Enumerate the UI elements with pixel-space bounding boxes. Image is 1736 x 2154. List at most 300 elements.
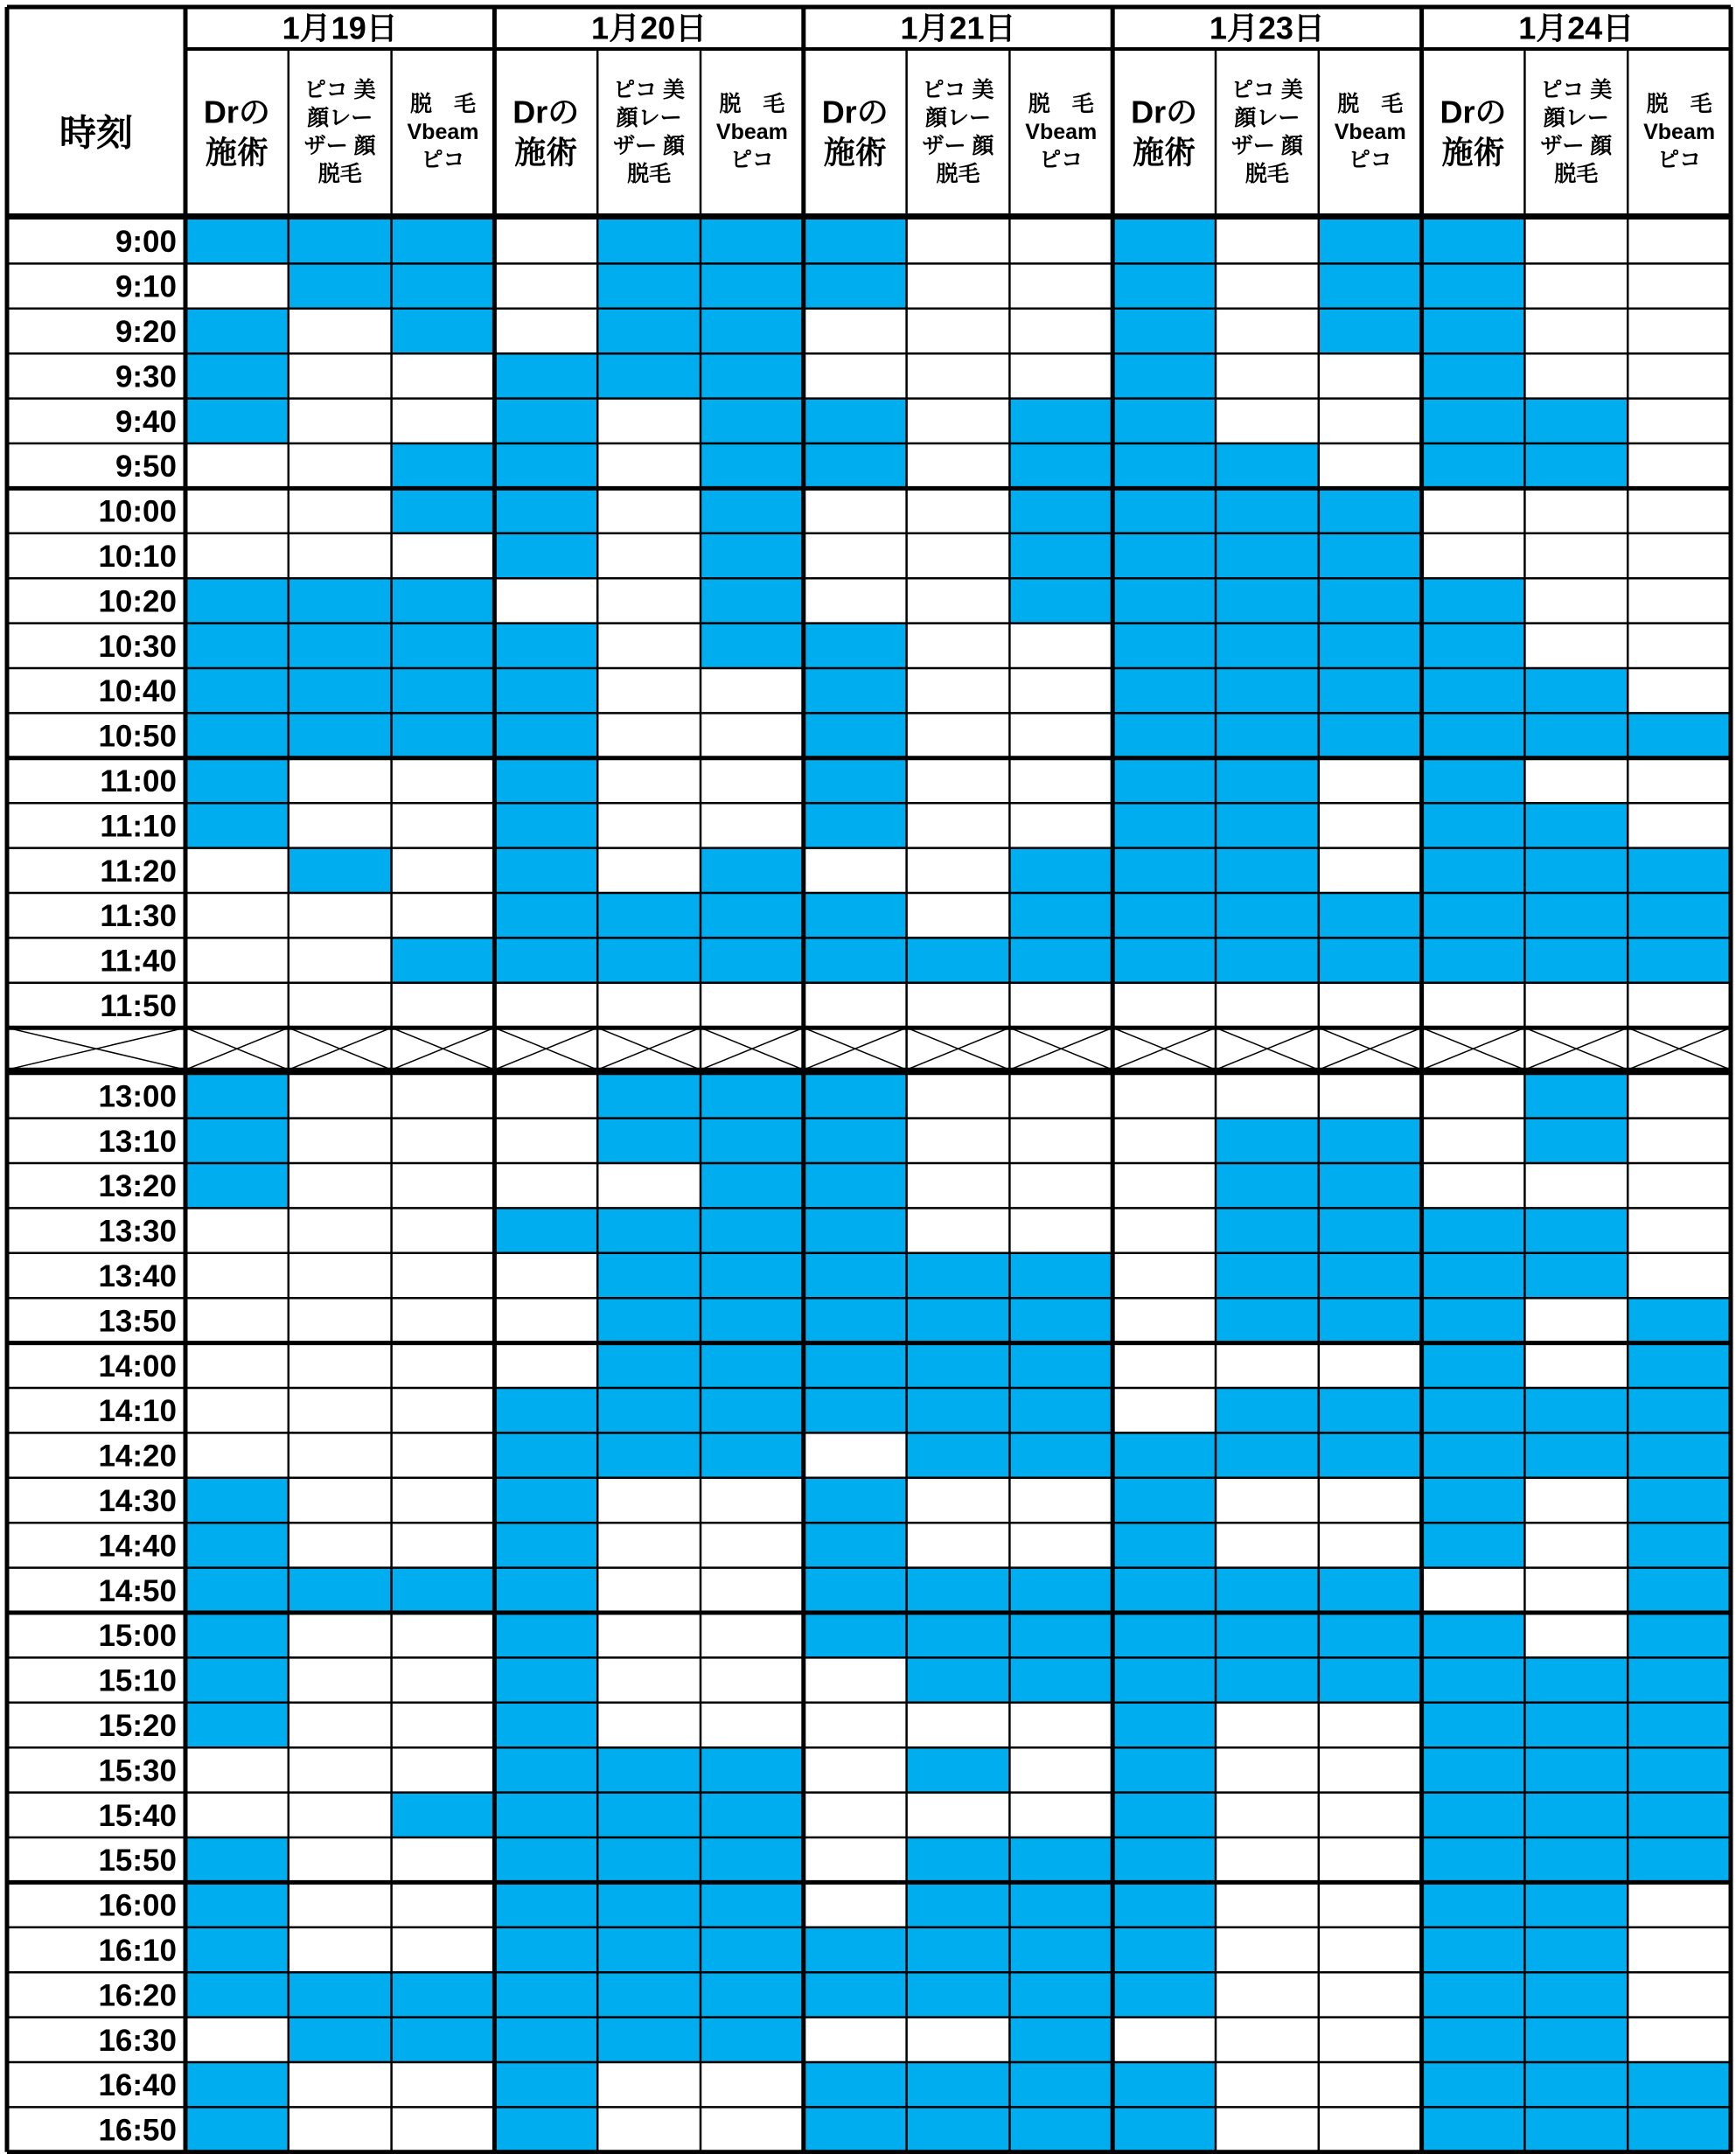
slot-cell-booked <box>1216 1298 1319 1342</box>
column-header-line: ピコ <box>1657 148 1702 172</box>
slot-cell-booked <box>907 2062 1010 2107</box>
column-header-line: ザー 顔 <box>613 134 686 158</box>
time-label: 9:50 <box>115 450 177 484</box>
slot-cell-open <box>392 1478 495 1523</box>
slot-cell-open <box>1112 1253 1216 1298</box>
slot-cell-open <box>289 443 392 488</box>
slot-cell-open <box>289 938 392 982</box>
slot-cell-booked <box>597 1073 701 1118</box>
slot-cell-open <box>1216 2107 1319 2151</box>
slot-cell-open <box>1112 1343 1216 1388</box>
slot-cell-booked <box>1422 893 1525 938</box>
slot-cell-open <box>289 1882 392 1927</box>
slot-cell-booked <box>701 1882 804 1927</box>
time-label: 11:50 <box>100 989 177 1023</box>
slot-cell-booked <box>1112 1882 1216 1927</box>
slot-cell-open <box>1319 1882 1422 1927</box>
column-header-line: Drの <box>512 94 580 130</box>
slot-cell-booked <box>1422 1793 1525 1837</box>
column-header-line: 顔レー <box>1543 106 1609 130</box>
slot-cell-booked <box>1112 713 1216 757</box>
slot-cell-open <box>289 893 392 938</box>
slot-cell-open <box>1216 1837 1319 1882</box>
slot-cell-open <box>1009 803 1112 847</box>
slot-cell-booked <box>1319 1568 1422 1613</box>
slot-cell-open <box>289 1253 392 1298</box>
slot-cell-open <box>392 803 495 847</box>
slot-cell-booked <box>1628 1657 1731 1702</box>
slot-cell-open <box>289 533 392 578</box>
slot-cell-booked <box>1216 848 1319 893</box>
slot-cell-booked <box>1524 1253 1628 1298</box>
slot-cell-booked <box>597 893 701 938</box>
column-header-line: 施術 <box>823 134 887 171</box>
slot-cell-open <box>597 1478 701 1523</box>
slot-cell-booked <box>1319 263 1422 308</box>
slot-cell-open <box>1422 488 1525 533</box>
slot-cell-open <box>597 1523 701 1567</box>
time-label: 16:00 <box>98 1888 177 1923</box>
date-header: 1月23日 <box>1209 10 1325 46</box>
slot-cell-booked <box>1112 578 1216 623</box>
slot-cell-booked <box>597 1343 701 1388</box>
slot-cell-open <box>804 1837 907 1882</box>
slot-cell-booked <box>1524 1208 1628 1252</box>
slot-cell-open <box>701 1523 804 1567</box>
slot-cell-open <box>185 1747 289 1792</box>
slot-cell-booked <box>289 1972 392 2017</box>
slot-cell-booked <box>1422 1747 1525 1792</box>
slot-cell-booked <box>1009 848 1112 893</box>
time-label: 13:00 <box>98 1079 177 1114</box>
slot-cell-open <box>289 1703 392 1747</box>
slot-cell-open <box>1319 2107 1422 2151</box>
time-label: 13:30 <box>98 1214 177 1249</box>
slot-cell-booked <box>494 1208 597 1252</box>
slot-cell-booked <box>804 758 907 803</box>
slot-cell-booked <box>1112 488 1216 533</box>
slot-cell-booked <box>185 1613 289 1657</box>
slot-cell-open <box>1216 1703 1319 1747</box>
slot-cell-booked <box>185 1972 289 2017</box>
slot-cell-open <box>185 443 289 488</box>
slot-cell-open <box>1524 758 1628 803</box>
slot-cell-open <box>907 1208 1010 1252</box>
slot-cell-open <box>1628 803 1731 847</box>
slot-cell-open <box>1422 533 1525 578</box>
slot-cell-booked <box>1216 1433 1319 1477</box>
slot-cell-open <box>289 1523 392 1567</box>
slot-cell-booked <box>804 219 907 263</box>
slot-cell-open <box>1524 533 1628 578</box>
slot-cell-booked <box>494 1568 597 1613</box>
slot-cell-open <box>597 983 701 1028</box>
slot-cell-booked <box>701 219 804 263</box>
slot-cell-booked <box>597 1298 701 1342</box>
slot-cell-booked <box>907 1388 1010 1433</box>
slot-cell-booked <box>804 1613 907 1657</box>
slot-cell-booked <box>494 713 597 757</box>
slot-cell-open <box>597 848 701 893</box>
slot-cell-open <box>701 983 804 1028</box>
slot-cell-booked <box>701 1927 804 1972</box>
slot-cell-booked <box>289 713 392 757</box>
slot-cell-open <box>597 578 701 623</box>
slot-cell-booked <box>1009 2018 1112 2062</box>
slot-cell-booked <box>494 353 597 398</box>
slot-cell-open <box>1524 309 1628 353</box>
slot-cell-booked <box>185 803 289 847</box>
time-label: 16:50 <box>98 2113 177 2148</box>
column-header-line: 脱毛 <box>936 162 980 186</box>
slot-cell-open <box>1319 353 1422 398</box>
slot-cell-booked <box>907 1657 1010 1702</box>
slot-cell-booked <box>392 488 495 533</box>
slot-cell-booked <box>597 1972 701 2017</box>
slot-cell-booked <box>907 1837 1010 1882</box>
slot-cell-open <box>1524 1568 1628 1613</box>
slot-cell-open <box>185 2018 289 2062</box>
slot-cell-booked <box>1422 1927 1525 1972</box>
slot-cell-open <box>1628 263 1731 308</box>
time-label: 15:30 <box>98 1753 177 1788</box>
slot-cell-booked <box>701 848 804 893</box>
slot-cell-open <box>1112 1208 1216 1252</box>
column-header-line: ピコ <box>729 148 774 172</box>
time-label: 11:00 <box>100 764 177 798</box>
slot-cell-open <box>1319 1478 1422 1523</box>
slot-cell-booked <box>1216 1613 1319 1657</box>
slot-cell-open <box>597 758 701 803</box>
slot-cell-booked <box>1112 758 1216 803</box>
slot-cell-open <box>1422 1163 1525 1208</box>
slot-cell-booked <box>494 1882 597 1927</box>
slot-cell-open <box>1524 263 1628 308</box>
slot-cell-open <box>1319 1073 1422 1118</box>
slot-cell-booked <box>1422 263 1525 308</box>
slot-cell-booked <box>1524 1657 1628 1702</box>
slot-cell-booked <box>494 1523 597 1567</box>
slot-cell-open <box>392 1208 495 1252</box>
slot-cell-open <box>1216 1927 1319 1972</box>
slot-cell-booked <box>494 443 597 488</box>
slot-cell-open <box>1524 1343 1628 1388</box>
slot-cell-booked <box>1422 1613 1525 1657</box>
slot-cell-booked <box>1009 1972 1112 2017</box>
slot-cell-open <box>1628 1927 1731 1972</box>
time-label: 9:00 <box>115 225 177 260</box>
slot-cell-open <box>804 1882 907 1927</box>
slot-cell-open <box>392 893 495 938</box>
slot-cell-open <box>1009 624 1112 668</box>
slot-cell-open <box>185 1253 289 1298</box>
slot-cell-open <box>701 713 804 757</box>
column-header-line: 脱 毛 <box>1646 92 1712 116</box>
column-header-line: 顔レー <box>924 106 992 130</box>
slot-cell-booked <box>804 1388 907 1433</box>
slot-cell-booked <box>1112 938 1216 982</box>
slot-cell-booked <box>1422 803 1525 847</box>
slot-cell-booked <box>392 263 495 308</box>
slot-cell-open <box>1628 1119 1731 1163</box>
slot-cell-open <box>597 2107 701 2151</box>
slot-cell-open <box>1216 309 1319 353</box>
slot-cell-booked <box>1628 2107 1731 2151</box>
slot-cell-booked <box>1319 1298 1422 1342</box>
slot-cell-booked <box>1422 1657 1525 1702</box>
slot-cell-open <box>907 443 1010 488</box>
slot-cell-open <box>392 983 495 1028</box>
slot-cell-open <box>1628 1972 1731 2017</box>
slot-cell-open <box>1524 624 1628 668</box>
column-header-line: ピコ <box>1039 148 1084 172</box>
slot-cell-booked <box>494 1433 597 1477</box>
slot-cell-booked <box>1628 713 1731 757</box>
slot-cell-open <box>392 1837 495 1882</box>
slot-cell-open <box>392 1523 495 1567</box>
slot-cell-booked <box>1009 2062 1112 2107</box>
slot-cell-open <box>1009 1478 1112 1523</box>
slot-cell-booked <box>289 263 392 308</box>
slot-cell-booked <box>701 1298 804 1342</box>
slot-cell-booked <box>1422 2107 1525 2151</box>
slot-cell-open <box>289 488 392 533</box>
slot-cell-booked <box>494 2062 597 2107</box>
slot-cell-open <box>1112 2018 1216 2062</box>
slot-cell-booked <box>1216 1568 1319 1613</box>
slot-cell-booked <box>1216 1253 1319 1298</box>
slot-cell-booked <box>701 309 804 353</box>
slot-cell-open <box>701 1478 804 1523</box>
slot-cell-booked <box>1628 848 1731 893</box>
time-label: 11:20 <box>100 854 177 889</box>
slot-cell-open <box>289 1163 392 1208</box>
slot-cell-open <box>494 219 597 263</box>
slot-cell-booked <box>597 938 701 982</box>
slot-cell-booked <box>185 2107 289 2151</box>
slot-cell-booked <box>1422 2062 1525 2107</box>
slot-cell-open <box>494 1163 597 1208</box>
slot-cell-open <box>1216 399 1319 443</box>
slot-cell-open <box>1524 1163 1628 1208</box>
slot-cell-booked <box>1524 1433 1628 1477</box>
slot-cell-booked <box>1422 1298 1525 1342</box>
column-header-line: 脱 毛 <box>1337 92 1404 116</box>
slot-cell-open <box>494 1298 597 1342</box>
slot-cell-booked <box>494 1793 597 1837</box>
slot-cell-open <box>1319 803 1422 847</box>
slot-cell-booked <box>185 1927 289 1972</box>
slot-cell-open <box>494 1119 597 1163</box>
slot-cell-open <box>494 578 597 623</box>
slot-cell-booked <box>1009 1568 1112 1613</box>
slot-cell-open <box>597 624 701 668</box>
slot-cell-open <box>185 488 289 533</box>
slot-cell-booked <box>1112 1703 1216 1747</box>
slot-cell-open <box>1319 848 1422 893</box>
slot-cell-open <box>907 1163 1010 1208</box>
column-header-line: 脱毛 <box>1244 162 1289 186</box>
slot-cell-booked <box>1009 2107 1112 2151</box>
column-header-line: ザー 顔 <box>1540 134 1613 158</box>
slot-cell-booked <box>1112 1613 1216 1657</box>
column-header-line: 脱 毛 <box>1028 92 1094 116</box>
slot-cell-open <box>392 1927 495 1972</box>
slot-cell-open <box>907 309 1010 353</box>
slot-cell-booked <box>701 443 804 488</box>
slot-cell-open <box>907 488 1010 533</box>
slot-cell-open <box>907 399 1010 443</box>
slot-cell-booked <box>1112 1793 1216 1837</box>
slot-cell-open <box>289 1433 392 1477</box>
slot-cell-open <box>1009 1703 1112 1747</box>
slot-cell-booked <box>701 488 804 533</box>
slot-cell-booked <box>1524 803 1628 847</box>
slot-cell-booked <box>1112 399 1216 443</box>
slot-cell-booked <box>1628 1703 1731 1747</box>
slot-cell-booked <box>289 219 392 263</box>
slot-cell-booked <box>1524 2107 1628 2151</box>
slot-cell-open <box>907 353 1010 398</box>
slot-cell-booked <box>804 1568 907 1613</box>
slot-cell-booked <box>1524 848 1628 893</box>
slot-cell-booked <box>597 1253 701 1298</box>
time-label: 14:50 <box>98 1573 177 1608</box>
slot-cell-booked <box>804 1119 907 1163</box>
slot-cell-open <box>185 983 289 1028</box>
slot-cell-open <box>185 1208 289 1252</box>
slot-cell-open <box>804 848 907 893</box>
slot-cell-booked <box>392 1972 495 2017</box>
slot-cell-open <box>1524 488 1628 533</box>
slot-cell-open <box>289 1073 392 1118</box>
slot-cell-open <box>907 893 1010 938</box>
slot-cell-open <box>907 624 1010 668</box>
slot-cell-booked <box>804 1208 907 1252</box>
slot-cell-booked <box>185 578 289 623</box>
slot-cell-booked <box>392 668 495 713</box>
slot-cell-open <box>185 533 289 578</box>
slot-cell-open <box>1319 443 1422 488</box>
slot-cell-booked <box>907 1343 1010 1388</box>
slot-cell-open <box>1524 353 1628 398</box>
slot-cell-booked <box>701 2018 804 2062</box>
slot-cell-booked <box>701 1163 804 1208</box>
slot-cell-booked <box>1422 2018 1525 2062</box>
column-header-line: ピコ <box>421 148 465 172</box>
slot-cell-booked <box>1524 938 1628 982</box>
slot-cell-open <box>1009 713 1112 757</box>
column-header-line: Drの <box>203 94 270 130</box>
slot-cell-booked <box>1628 893 1731 938</box>
slot-cell-open <box>185 1793 289 1837</box>
column-header-line: Drの <box>1440 94 1507 130</box>
slot-cell-booked <box>804 1298 907 1342</box>
slot-cell-open <box>1319 1523 1422 1567</box>
slot-cell-booked <box>597 263 701 308</box>
slot-cell-booked <box>1112 2107 1216 2151</box>
time-label: 14:40 <box>98 1529 177 1564</box>
slot-cell-open <box>1216 2062 1319 2107</box>
slot-cell-booked <box>597 1882 701 1927</box>
slot-cell-open <box>907 983 1010 1028</box>
time-label: 14:10 <box>98 1394 177 1429</box>
time-label: 10:20 <box>98 584 177 619</box>
slot-cell-open <box>392 399 495 443</box>
slot-cell-booked <box>804 399 907 443</box>
slot-cell-booked <box>1524 668 1628 713</box>
slot-cell-open <box>289 309 392 353</box>
slot-cell-open <box>1216 353 1319 398</box>
date-header: 1月24日 <box>1518 10 1635 46</box>
slot-cell-open <box>701 2062 804 2107</box>
slot-cell-booked <box>1319 893 1422 938</box>
slot-cell-booked <box>804 713 907 757</box>
slot-cell-booked <box>1524 1747 1628 1792</box>
slot-cell-open <box>1319 1837 1422 1882</box>
slot-cell-open <box>1009 1073 1112 1118</box>
column-header-line: 脱 毛 <box>409 92 477 116</box>
slot-cell-booked <box>701 1837 804 1882</box>
slot-cell-booked <box>289 2018 392 2062</box>
slot-cell-open <box>804 983 907 1028</box>
time-label: 9:40 <box>115 404 177 439</box>
slot-cell-booked <box>1319 713 1422 757</box>
slot-cell-booked <box>804 1343 907 1388</box>
slot-cell-booked <box>185 399 289 443</box>
slot-cell-booked <box>1628 1298 1731 1342</box>
slot-cell-open <box>907 1478 1010 1523</box>
slot-cell-booked <box>1422 713 1525 757</box>
slot-cell-booked <box>289 578 392 623</box>
slot-cell-booked <box>1319 1119 1422 1163</box>
slot-cell-open <box>185 893 289 938</box>
column-header-line: ピコ 美 <box>1231 78 1303 102</box>
slot-cell-open <box>392 1119 495 1163</box>
column-header-line: 施術 <box>1133 134 1196 171</box>
slot-cell-booked <box>1628 2062 1731 2107</box>
slot-cell-open <box>392 1073 495 1118</box>
slot-cell-booked <box>1112 263 1216 308</box>
slot-cell-booked <box>701 624 804 668</box>
slot-cell-booked <box>701 1343 804 1388</box>
slot-cell-open <box>1628 399 1731 443</box>
slot-cell-booked <box>1112 668 1216 713</box>
slot-cell-booked <box>1524 443 1628 488</box>
slot-cell-booked <box>1524 1972 1628 2017</box>
column-header-line: 施術 <box>205 134 268 171</box>
slot-cell-booked <box>1112 2062 1216 2107</box>
slot-cell-booked <box>1009 399 1112 443</box>
slot-cell-booked <box>1216 533 1319 578</box>
slot-cell-booked <box>1422 578 1525 623</box>
slot-cell-open <box>1319 1972 1422 2017</box>
slot-cell-open <box>907 219 1010 263</box>
slot-cell-booked <box>804 893 907 938</box>
slot-cell-booked <box>1319 1208 1422 1252</box>
slot-cell-booked <box>1422 219 1525 263</box>
column-header-line: Vbeam <box>715 120 788 144</box>
slot-cell-open <box>289 1208 392 1252</box>
slot-cell-booked <box>494 1837 597 1882</box>
slot-cell-open <box>185 1298 289 1342</box>
slot-cell-open <box>907 803 1010 847</box>
slot-cell-booked <box>1422 1343 1525 1388</box>
column-header-line: 脱毛 <box>1554 162 1599 186</box>
slot-cell-open <box>392 1433 495 1477</box>
slot-cell-booked <box>701 1747 804 1792</box>
slot-cell-booked <box>1319 1433 1422 1477</box>
